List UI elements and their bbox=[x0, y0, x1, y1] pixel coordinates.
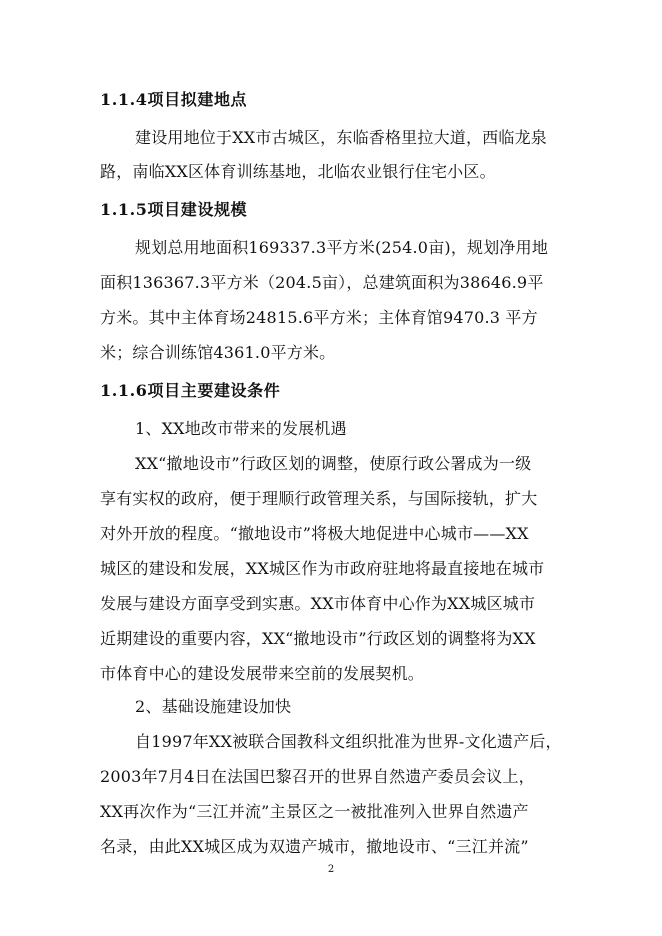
paragraph-line: XX再次作为“三江并流”主景区之一被批准列入世界自然遗产 bbox=[100, 802, 529, 821]
section-heading-1-1-5: 1.1.5项目建设规模 bbox=[100, 200, 248, 219]
paragraph-line: 近期建设的重要内容，XX“撤地设市”行政区划的调整将为XX bbox=[100, 629, 536, 648]
paragraph-line: 面积136367.3平方米（204.5亩），总建筑面积为38646.9平 bbox=[100, 273, 544, 292]
paragraph-line: 对外开放的程度。“撤地设市”将极大地促进中心城市——XX bbox=[100, 524, 529, 543]
paragraph-line: 规划总用地面积169337.3平方米(254.0亩)，规划净用地 bbox=[135, 238, 549, 257]
paragraph-line: 城区的建设和发展，XX城区作为市政府驻地将最直接地在城市 bbox=[100, 559, 545, 578]
paragraph-line: 名录，由此XX城区成为双遗产城市，撤地设市、“三江并流” bbox=[100, 837, 529, 856]
paragraph-line: 路，南临XX区体育训练基地，北临农业银行住宅小区。 bbox=[100, 162, 496, 181]
paragraph-line: 市体育中心的建设发展带来空前的发展契机。 bbox=[100, 664, 425, 683]
paragraph-line: 2003年7月4日在法国巴黎召开的世界自然遗产委员会议上， bbox=[100, 767, 535, 786]
paragraph-line: 发展与建设方面享受到实惠。XX市体育中心作为XX城区城市 bbox=[100, 594, 536, 613]
subsection-title: 2、基础设施建设加快 bbox=[135, 697, 292, 716]
section-heading-1-1-6: 1.1.6项目主要建设条件 bbox=[100, 381, 281, 400]
subsection-title: 1、XX地改市带来的发展机遇 bbox=[135, 419, 347, 438]
page-number: 2 bbox=[327, 864, 335, 875]
section-heading-1-1-4: 1.1.4项目拟建地点 bbox=[100, 90, 248, 109]
paragraph-line: XX“撤地设市”行政区划的调整，使原行政公署成为一级 bbox=[135, 454, 532, 473]
paragraph-line: 自1997年XX被联合国教科文组织批准为世界-文化遗产后， bbox=[135, 732, 562, 751]
paragraph-line: 米；综合训练馆4361.0平方米。 bbox=[100, 343, 336, 362]
paragraph-line: 建设用地位于XX市古城区，东临香格里拉大道，西临龙泉 bbox=[135, 128, 547, 147]
paragraph-line: 享有实权的政府，便于理顺行政管理关系，与国际接轨，扩大 bbox=[100, 489, 538, 508]
paragraph-line: 方米。其中主体育场24815.6平方米；主体育馆9470.3 平方 bbox=[100, 308, 538, 327]
